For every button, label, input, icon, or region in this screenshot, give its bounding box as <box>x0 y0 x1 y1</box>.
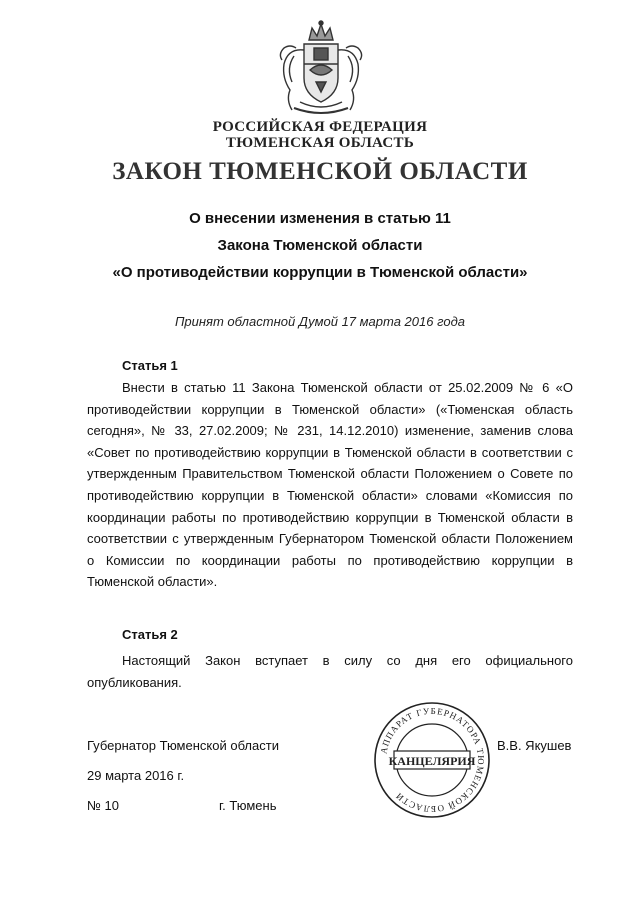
signatory-position: Губернатор Тюменской области <box>87 738 279 753</box>
article-2-text: Настоящий Закон вступает в силу со дня его официального опубликования. <box>87 653 573 690</box>
signing-city: г. Тюмень <box>219 798 277 813</box>
signatory-name: В.В. Якушев <box>497 738 572 753</box>
law-number: № 10 <box>87 798 120 813</box>
subject-line-3: «О противодействии коррупции в Тюменской области» <box>112 264 528 281</box>
article-1-text: Внести в статью 11 Закона Тюменской области от 25.02.2009 № 6 «О противодействии коррупции в Тюменской области» («Тюменская область сегодня», № 33, 27.02.2009; № 231, 14.12.2010) изменение, заменив слова «Совет по противодействию коррупции в Тюменской области в соответствии с утвержденным Правительством Тюменской области Положением о Совете по противодействию коррупции в Тюменской области» словами «Комиссия по координации работы по противодействию коррупции в Тюменской области в соответствии с утвержденным Губернатором Тюменской области Положением о Комиссии по координации работы по противодействию коррупции в Тюменской области». <box>87 380 573 590</box>
subject-line-1: О внесении изменения в статью 11 <box>189 210 451 227</box>
subject-line-2: Закона Тюменской области <box>217 237 423 254</box>
article-1-heading: Статья 1 <box>122 358 178 373</box>
stamp-ring-text: АППАРАТ ГУБЕРНАТОРА ТЮМЕНСКОЙ ОБЛАСТИ <box>378 705 487 815</box>
coat-of-arms-emblem <box>276 20 366 118</box>
signing-date: 29 марта 2016 г. <box>87 768 185 783</box>
header-country: РОССИЙСКАЯ ФЕДЕРАЦИЯ <box>212 119 428 135</box>
adoption-note: Принят областной Думой 17 марта 2016 года <box>175 314 465 329</box>
official-stamp <box>372 700 492 820</box>
law-title: ЗАКОН ТЮМЕНСКОЙ ОБЛАСТИ <box>112 158 528 185</box>
stamp-center-text: КАНЦЕЛЯРИЯ <box>388 754 476 768</box>
header-region: ТЮМЕНСКАЯ ОБЛАСТЬ <box>225 135 415 151</box>
article-2-heading: Статья 2 <box>122 627 178 642</box>
